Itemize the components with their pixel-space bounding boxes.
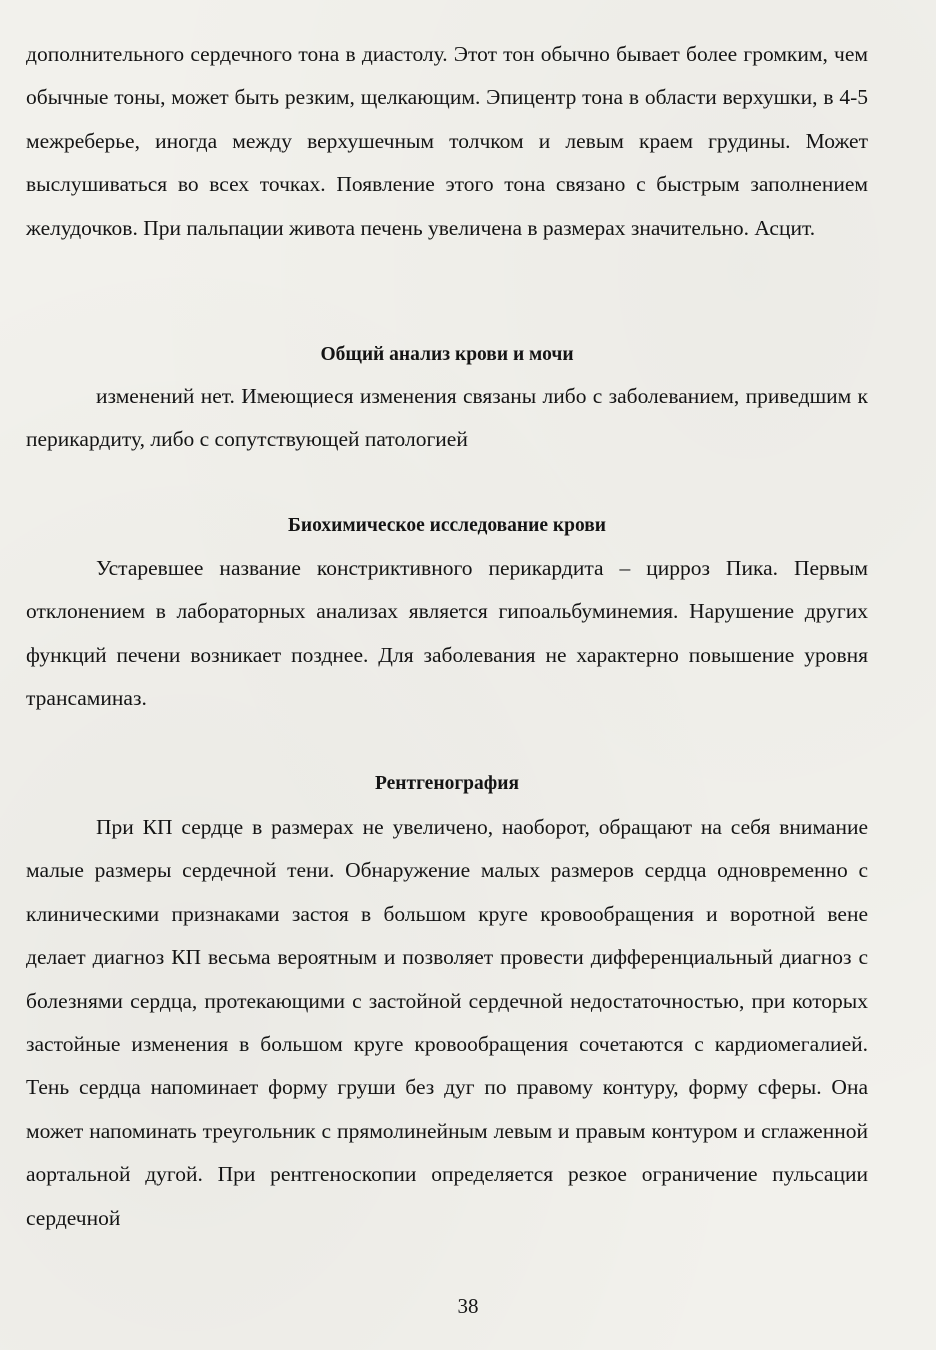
paragraph-tone-description [26, 33, 868, 250]
paragraph-text: изменений нет. Имеющиеся изменения связаны либо с заболеванием, приведшим к перикардиту, либо с сопутствующей патологией [26, 384, 868, 452]
heading-biochem: Биохимическое исследование крови [287, 515, 607, 536]
paragraph-blood-urine [26, 375, 868, 462]
paragraph-text: При КП сердце в размерах не увеличено, наоборот, обращают на себя внимание малые размеры сердечной тени. Обнаружение малых размеров сердца одновременно с клиническими признаками застоя в большом круге кровообращения и воротной вене делает диагноз КП весьма вероятным и позволяет провести дифференциальный диагноз с болезнями сердца, протекающими с застойной сердечной недостаточностью, при которых застойные изменения в большом круге кровообращения сочетаются с кардиомегалией. Тень сердца напоминает форму груши без дуг по правому контуру, форму сферы. Она может напоминать треугольник с прямолинейным левым и правым контуром и сглаженной аортальной дугой. При рентгеноскопии определяется резкое ограничение пульсации сердечной [26, 815, 868, 1230]
paragraph-text: дополнительного сердечного тона в диастолу. Этот тон обычно бывает более громким, чем обычные тоны, может быть резким, щелкающим. Эпицентр тона в области верхушки, в 4-5 межреберье, иногда между верхушечным толчком и левым краем грудины. Может выслушиваться во всех точках. Появление этого тона связано с быстрым заполнением желудочков. При пальпации живота печень увеличена в размерах значительно. Асцит. [26, 42, 868, 240]
heading-blood-urine: Общий анализ крови и мочи [320, 344, 574, 365]
paragraph-xray [26, 806, 868, 1240]
paragraph-text: Устаревшее название констриктивного перикардита – цирроз Пика. Первым отклонением в лабораторных анализах является гипоальбуминемия. Нарушение других функций печени возникает позднее. Для заболевания не характерно повышение уровня трансаминаз. [26, 556, 868, 711]
page-number: 38 [457, 1294, 479, 1318]
paragraph-biochem [26, 547, 868, 721]
heading-xray: Рентгенография [374, 773, 520, 794]
